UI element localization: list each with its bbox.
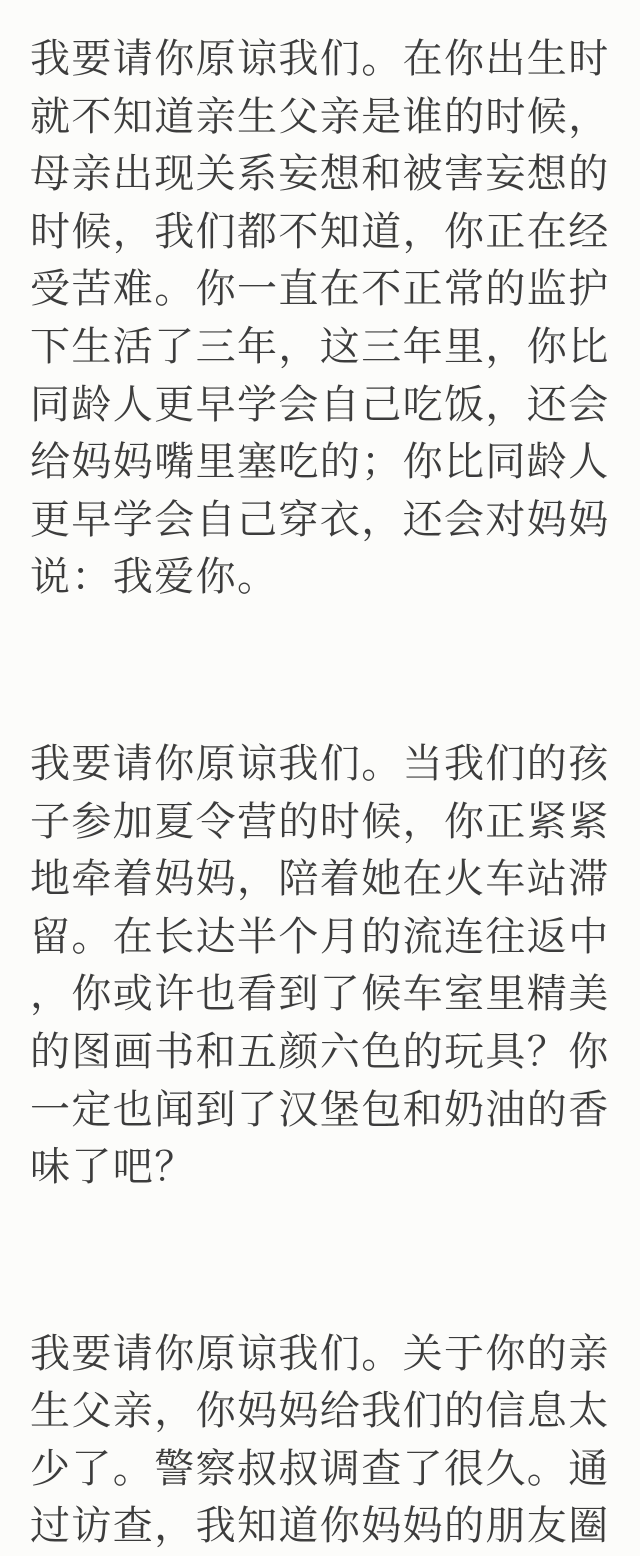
text-line: 给妈妈嘴里塞吃的；你比同龄人 [30, 439, 610, 486]
text-line: 受苦难。你一直在不正常的监护 [30, 266, 610, 313]
text-line: 的图画书和五颜六色的玩具？你 [30, 1028, 610, 1075]
text-line: ，你或许也看到了候车室里精美 [30, 971, 610, 1018]
text-line: 生父亲，你妈妈给我们的信息太 [30, 1388, 610, 1435]
text-line: 更早学会自己穿衣，还会对妈妈 [30, 496, 610, 543]
text-line: 母亲出现关系妄想和被害妄想的 [30, 151, 610, 198]
text-line: 同龄人更早学会自己吃饭，还会 [30, 381, 610, 428]
text-line: 我要请你原谅我们。在你出生时 [30, 36, 610, 82]
text-line: 子参加夏令营的时候，你正紧紧 [30, 798, 610, 845]
text-line: 地牵着妈妈，陪着她在火车站滞 [30, 856, 610, 903]
text-line: 留。在长达半个月的流连往返中 [30, 913, 610, 960]
text-line: 下生活了三年，这三年里，你比 [30, 323, 610, 370]
text-line: 味了吧？ [30, 1144, 196, 1191]
text-line: 我要请你原谅我们。关于你的亲 [30, 1330, 610, 1377]
text-line: 我要请你原谅我们。当我们的孩 [30, 740, 610, 787]
text-line: 就不知道亲生父亲是谁的时候， [30, 93, 610, 140]
paragraph-1 [30, 31, 614, 607]
paragraph-3 [30, 1326, 614, 1556]
text-line: 说：我爱你。 [30, 554, 279, 601]
text-line: 一定也闻到了汉堡包和奶油的香 [30, 1086, 610, 1133]
text-line: 少了。警察叔叔调查了很久。通 [30, 1445, 610, 1492]
paragraph-2 [30, 736, 614, 1197]
text-line: 过访查，我知道你妈妈的朋友圈 [30, 1503, 610, 1550]
text-line: 时候，我们都不知道，你正在经 [30, 208, 610, 255]
